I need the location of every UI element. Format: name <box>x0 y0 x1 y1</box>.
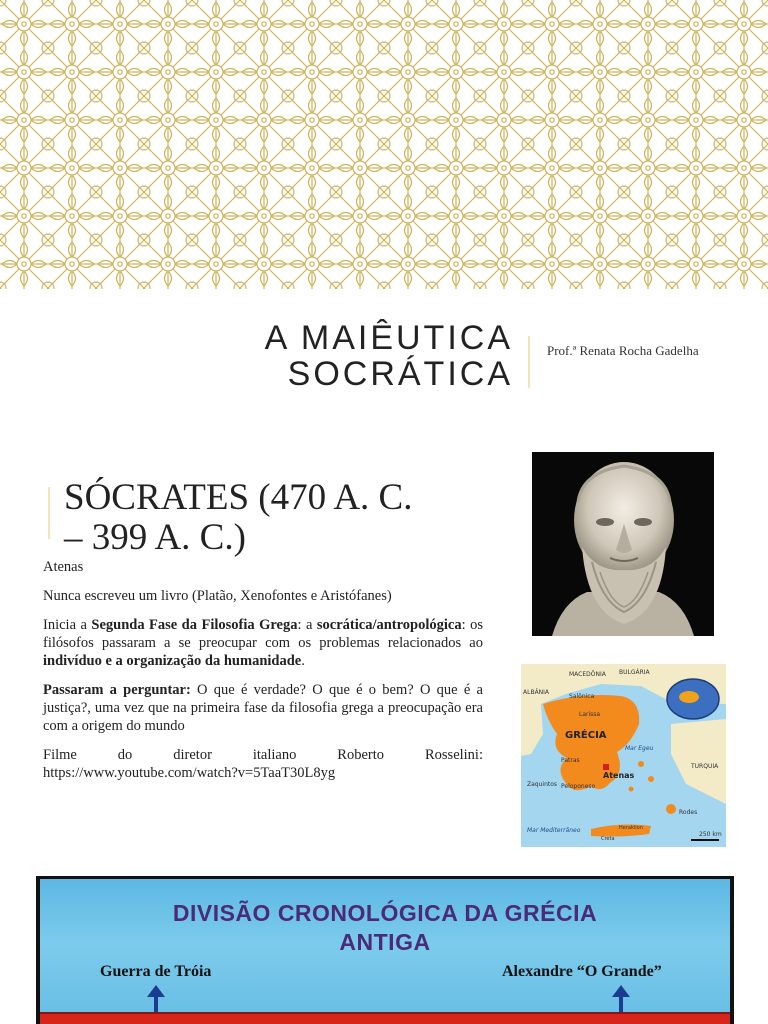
video-link[interactable]: https://www.youtube.com/watch?v=5TaaT30L8yg <box>43 765 336 781</box>
map-scale-label: 250 km <box>699 831 722 838</box>
page-title <box>180 320 513 392</box>
paragraph-location: Atenas <box>43 559 84 575</box>
section-title <box>64 478 484 558</box>
banner-title <box>40 899 730 957</box>
text-span: Inicia a <box>43 617 92 633</box>
body-text <box>43 558 483 793</box>
map-label-salonica: Salônica <box>569 693 595 700</box>
map-label-grecia: GRÉCIA <box>565 730 607 741</box>
banner-title-line-2: ANTIGA <box>339 929 431 955</box>
bold-span: Segunda Fase da Filosofia Grega <box>91 617 298 633</box>
bold-span: socrática/antropológica <box>316 617 462 633</box>
chronology-banner <box>36 876 734 1024</box>
map-label-rodes: Rodes <box>679 809 698 816</box>
map-label-heraklion: Heraklion <box>619 825 643 831</box>
title-divider <box>528 336 530 388</box>
timeline-bar <box>40 1012 730 1024</box>
map-label-creta: Creta <box>601 836 615 842</box>
decorative-pattern-header <box>0 0 768 289</box>
map-label-peloponeso: Peloponeso <box>561 783 596 790</box>
title-line-1: A MAIÊUTICA <box>264 319 513 357</box>
paragraph-second-phase <box>43 616 483 670</box>
map-label-zaquintos: Zaquintos <box>527 781 558 788</box>
text-span: : a <box>297 617 317 633</box>
text-span: . <box>301 653 305 669</box>
section-title-line-1: SÓCRATES (470 A. C. <box>64 477 413 518</box>
paragraph-sources: Nunca escreveu um livro (Platão, Xenofontes e Aristófanes) <box>43 588 392 604</box>
bold-span: indivíduo e a organização da humanidade <box>43 653 302 669</box>
map-label-albania: ALBÂNIA <box>523 689 550 696</box>
title-line-2: SOCRÁTICA <box>287 355 513 393</box>
map-label-mar-mediterraneo: Mar Mediterrâneo <box>527 827 581 834</box>
socrates-bust-image <box>532 452 714 636</box>
map-label-macedonia: MACEDÔNIA <box>569 671 606 678</box>
paragraph-film <box>43 746 483 782</box>
map-label-larissa: Larissa <box>579 711 601 718</box>
map-label-bulgaria: BULGÁRIA <box>619 669 650 676</box>
map-label-mar-egeu: Mar Egeu <box>625 745 654 752</box>
paragraph-questions <box>43 681 483 735</box>
section-accent-bar <box>48 487 50 539</box>
text-span: O que é verdade? O que é o bem? O que é a justiça?, uma vez que na primeira fase da filosofia grega a preocupação era com a origem do mundo <box>43 682 483 734</box>
section-title-line-2: – 399 A. C.) <box>64 517 246 558</box>
text-span: Filme do diretor italiano Roberto Rosselini: <box>43 747 483 763</box>
bold-span: Passaram a perguntar: <box>43 682 191 698</box>
banner-title-line-1: DIVISÃO CRONOLÓGICA DA GRÉCIA <box>172 900 598 926</box>
text-span: : os filósofos passaram a se preocupar com os problemas relacionados ao <box>43 617 483 651</box>
map-label-turquia: TURQUIA <box>691 763 719 770</box>
label-alexandre-o-grande: Alexandre “O Grande” <box>502 963 662 980</box>
greece-map-image <box>521 664 726 847</box>
map-label-atenas: Atenas <box>603 771 635 780</box>
author-name: Prof.ª Renata Rocha Gadelha <box>547 343 699 358</box>
label-guerra-de-troia: Guerra de Tróia <box>100 963 212 980</box>
chronology-banner-panel <box>40 879 730 1024</box>
map-label-patras: Patras <box>561 757 580 764</box>
